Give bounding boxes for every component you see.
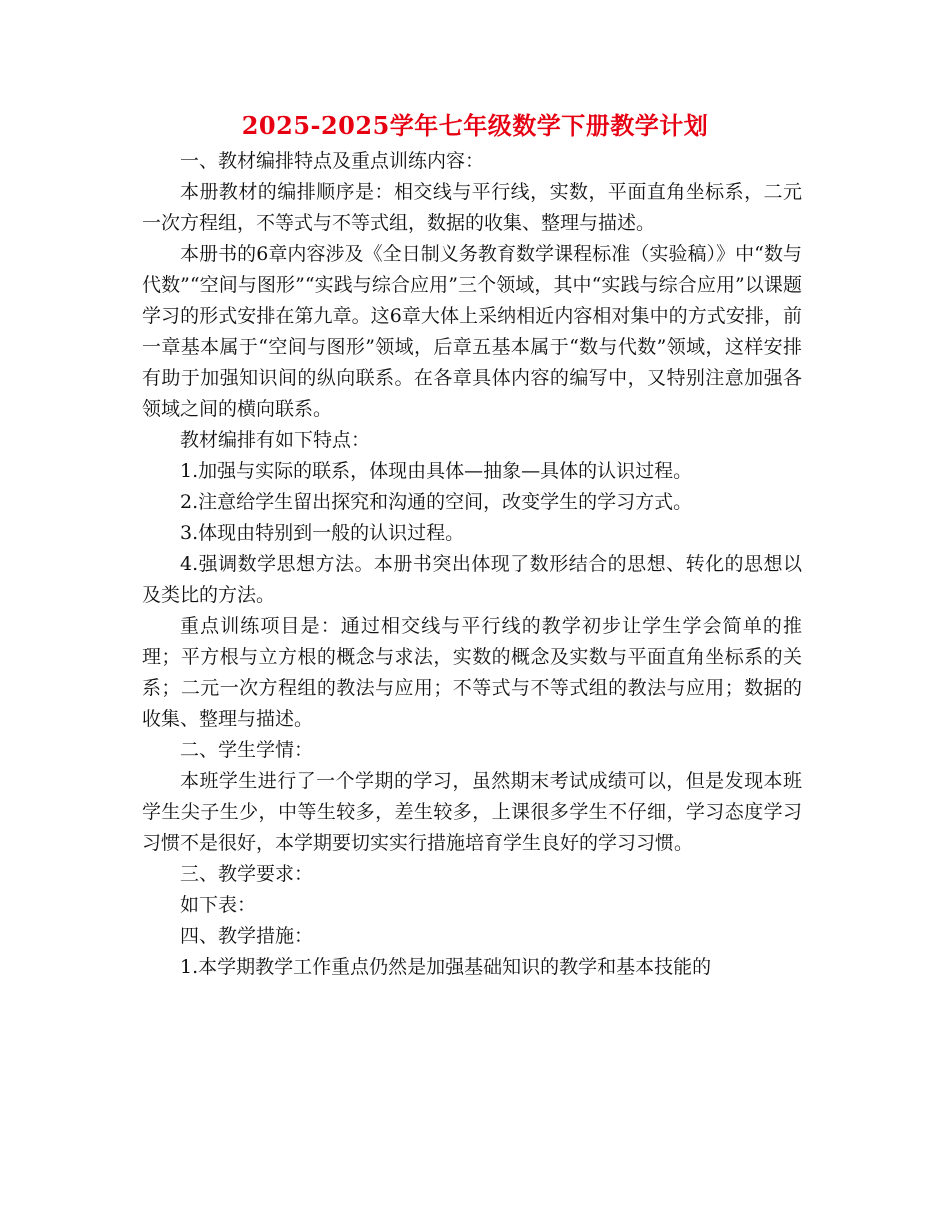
paragraph: 本班学生进行了一个学期的学习，虽然期末考试成绩可以，但是发现本班学生尖子生少，中等生较多，差生较多，上课很多学生不仔细，学习态度学习习惯不是很好，本学期要切实实行措施培育学生良好的学习习惯。 (142, 770, 802, 854)
document-title: 2025-2025学年七年级数学下册教学计划 (241, 111, 709, 140)
section-heading-students: 二、学生学情： (180, 739, 314, 761)
list-item: 1.加强与实际的联系，体现由具体—抽象—具体的认识过程。 (180, 460, 693, 482)
document-body (142, 146, 802, 983)
paragraph: 教材编排有如下特点： (180, 429, 371, 451)
section-heading-requirements: 三、教学要求： (180, 863, 314, 885)
section-heading-measures: 四、教学措施： (180, 925, 314, 947)
list-item: 4.强调数学思想方法。本册书突出体现了数形结合的思想、转化的思想以及类比的方法。 (142, 553, 802, 606)
list-item: 1.本学期教学工作重点仍然是加强基础知识的教学和基本技能的 (180, 956, 712, 978)
paragraph: 重点训练项目是：通过相交线与平行线的教学初步让学生学会简单的推理；平方根与立方根的概念与求法，实数的概念及实数与平面直角坐标系的关系；二元一次方程组的教法与应用；不等式与不等式组的教法与应用；数据的收集、整理与描述。 (142, 615, 802, 730)
paragraph: 如下表： (180, 894, 257, 916)
list-item: 2.注意给学生留出探究和沟通的空间，改变学生的学习方式。 (180, 491, 693, 513)
paragraph: 本册教材的编排顺序是：相交线与平行线，实数，平面直角坐标系，二元一次方程组，不等式与不等式组，数据的收集、整理与描述。 (142, 181, 802, 234)
section-heading-textbook: 一、教材编排特点及重点训练内容： (180, 150, 485, 172)
list-item: 3.体现由特别到一般的认识过程。 (180, 522, 465, 544)
paragraph: 本册书的6章内容涉及《全日制义务教育数学课程标准（实验稿）》中“数与代数”“空间与图形”“实践与综合应用”三个领域，其中“实践与综合应用”以课题学习的形式安排在第九章。这6章大体上采纳相近内容相对集中的方式安排，前一章基本属于“空间与图形”领域，后章五基本属于“数与代数”领域，这样安排有助于加强知识间的纵向联系。在各章具体内容的编写中，又特别注意加强各领域之间的横向联系。 (142, 243, 802, 420)
